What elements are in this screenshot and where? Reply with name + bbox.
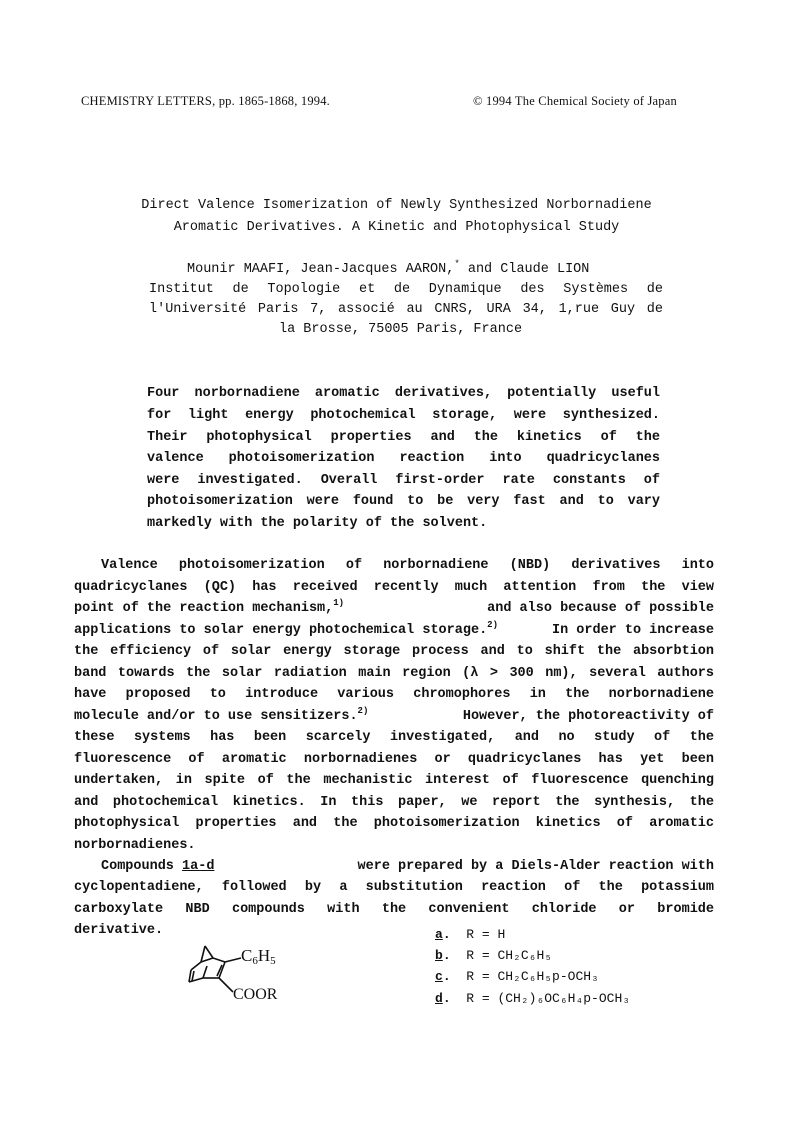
body-line: these systems has been scarcely investigated, and no study of the xyxy=(74,730,714,745)
ester-substituent-label: COOR xyxy=(233,986,278,1003)
affiliation-line-1: Institut de Topologie et de Dynamique des Systèmes de xyxy=(149,282,663,297)
abstract-line: valence photoisomerization reaction into quadricyclanes xyxy=(147,451,660,466)
body-line: band towards the solar radiation main region (λ > 300 nm), several authors xyxy=(74,666,714,681)
body-line: carboxylate NBD compounds with the convenient chloride or bromide xyxy=(74,902,714,917)
abstract-line: markedly with the polarity of the solvent. xyxy=(147,516,488,531)
reference-2: 2) xyxy=(487,620,498,630)
abstract-line: Their photophysical properties and the kinetics of the xyxy=(147,430,660,445)
body-line: undertaken, in spite of the mechanistic interest of fluorescence quenching xyxy=(74,773,714,788)
affiliation-line-2: l'Université Paris 7, associé au CNRS, URA 34, 1,rue Guy de xyxy=(149,302,663,317)
body-line: molecule and/or to use sensitizers.$^{2)}$ However, the photoreactivity of xyxy=(74,706,714,724)
affiliation-line-3: la Brosse, 75005 Paris, France xyxy=(279,322,523,337)
copyright-notice: © 1994 The Chemical Society of Japan xyxy=(473,94,677,108)
body-line: photophysical properties and the photoisomerization kinetics of aromatic xyxy=(74,816,714,831)
body-line: point of the reaction mechanism,$^{1)}$ and also because of possible xyxy=(74,598,714,616)
body-line: Valence photoisomerization of norbornadiene (NBD) derivatives into xyxy=(101,558,714,573)
abstract-line: were investigated. Overall first-order rate constants of xyxy=(147,473,660,488)
paper-title-line-2: Aromatic Derivatives. A Kinetic and Photophysical Study xyxy=(173,220,620,235)
paper-title-line-1: Direct Valence Isomerization of Newly Synthesized Norbornadiene xyxy=(141,198,652,213)
compound-label: b xyxy=(435,948,443,963)
compound-entry: b. R = CH₂C₆H₅ xyxy=(435,948,553,963)
body-line: Compounds 1a-d were prepared by a Diels-Alder reaction with xyxy=(101,859,714,874)
journal-citation: CHEMISTRY LETTERS, pp. 1865-1868, 1994. xyxy=(81,94,331,108)
compound-ref: 1a-d xyxy=(182,859,215,874)
compound-label: a xyxy=(435,927,443,942)
compound-entry: d. R = (CH₂)₆OC₆H₄p-OCH₃ xyxy=(435,991,631,1006)
compound-label: d xyxy=(435,991,443,1006)
reference-1: 1) xyxy=(333,598,345,608)
abstract-line: for light energy photochemical storage, were synthesized. xyxy=(147,408,660,423)
norbornadiene-structure xyxy=(185,940,295,1015)
body-line: quadricyclanes (QC) has received recently much attention from the view xyxy=(74,580,714,595)
body-line: norbornadienes. xyxy=(74,838,196,853)
body-line: and photochemical kinetics. In this paper, we report the synthesis, the xyxy=(74,795,714,810)
author-names: Mounir MAAFI, Jean-Jacques AARON,* and Claude LION xyxy=(187,259,590,277)
body-line: derivative. xyxy=(74,923,164,938)
reference-2: 2) xyxy=(357,706,369,716)
body-line: fluorescence of aromatic norbornadienes or quadricyclanes has yet been xyxy=(74,752,714,767)
compound-label: c xyxy=(435,969,443,984)
body-line: have proposed to introduce various chromophores in the norbornadiene xyxy=(74,687,714,702)
compound-entry: a. R = H xyxy=(435,927,506,942)
phenyl-substituent-label: $C_6H_5$ xyxy=(241,946,276,967)
abstract-line: photoisomerization were found to be very fast and to vary xyxy=(147,494,660,509)
body-line: applications to solar energy photochemical storage.$^{2)}$ In order to increase xyxy=(74,620,714,638)
body-line: cyclopentadiene, followed by a substitution reaction of the potassium xyxy=(74,880,714,895)
compound-entry: c. R = CH₂C₆H₅p-OCH₃ xyxy=(435,969,599,984)
body-line: the efficiency of solar energy storage process and to shift the absorbtion xyxy=(74,644,714,659)
corresponding-author-star: * xyxy=(454,259,460,269)
abstract-line: Four norbornadiene aromatic derivatives, potentially useful xyxy=(147,386,660,401)
